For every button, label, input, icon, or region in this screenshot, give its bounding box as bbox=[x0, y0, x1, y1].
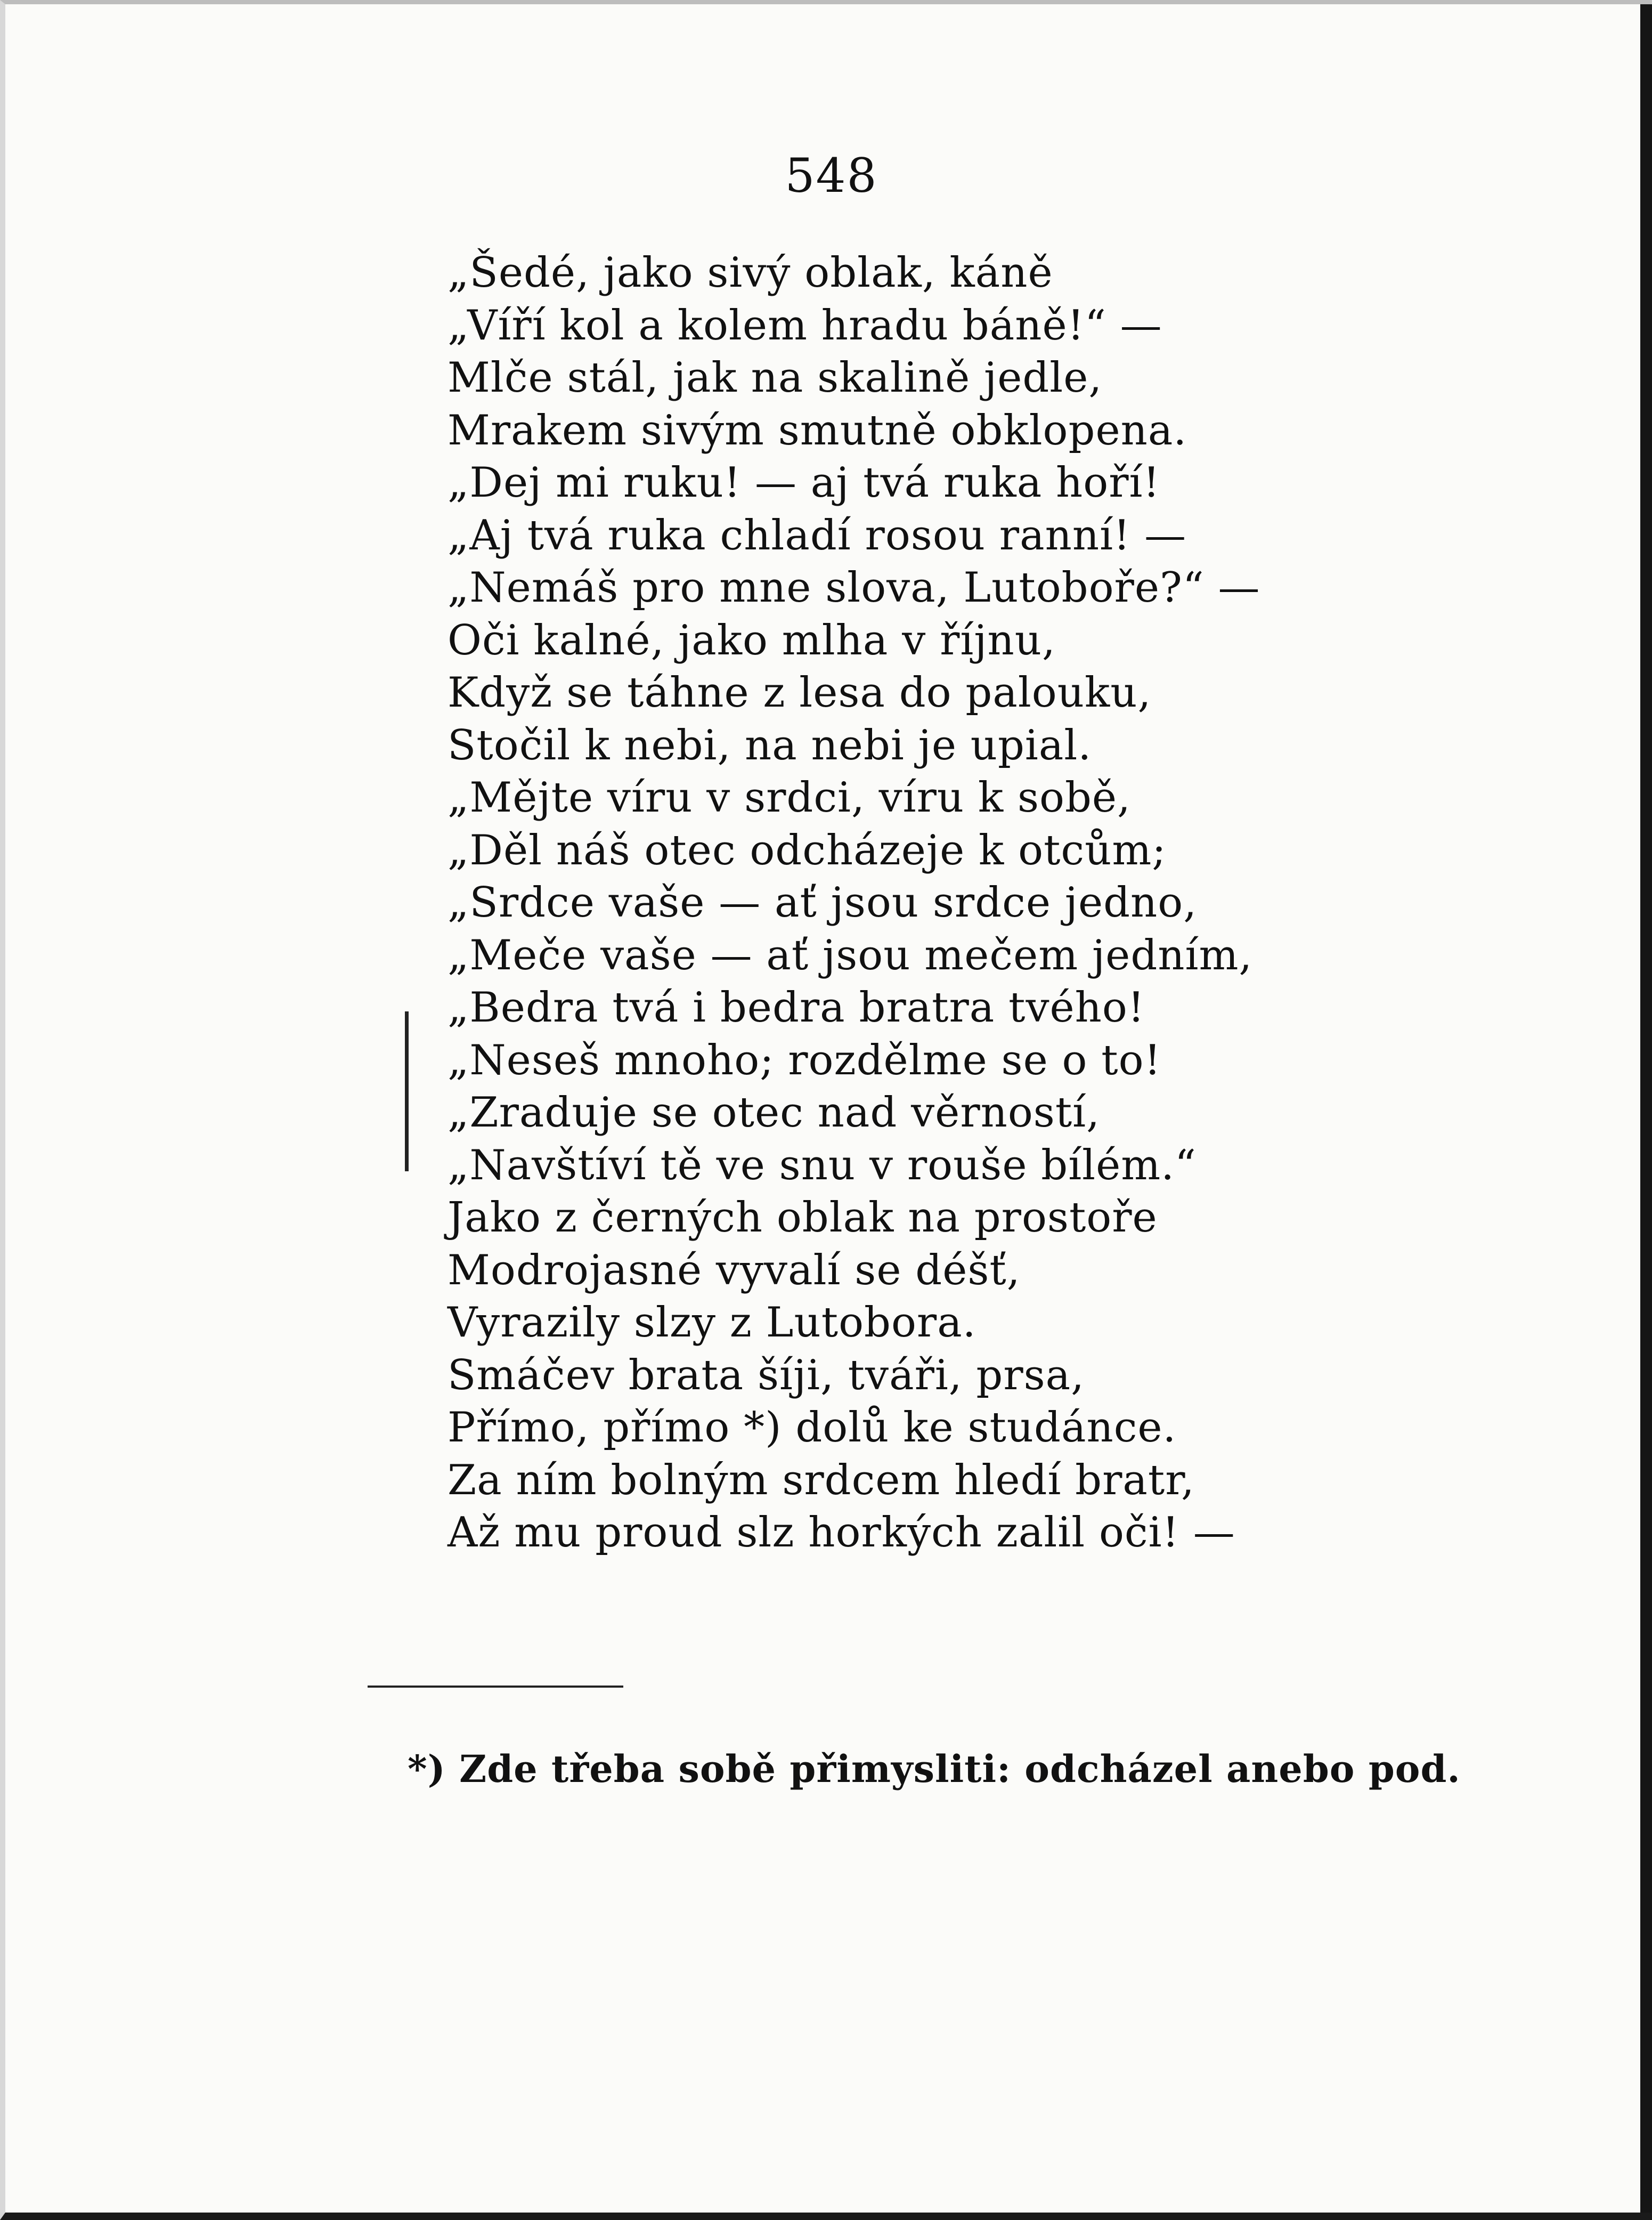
poem-line: „Víří kol a kolem hradu báně!“ — bbox=[447, 301, 1162, 350]
poem-line: Oči kalné, jako mlha v říjnu, bbox=[447, 616, 1056, 665]
poem-line: Modrojasné vyvalí se déšť, bbox=[447, 1246, 1021, 1294]
poem-line: „Aj tvá ruka chladí rosou ranní! — bbox=[447, 511, 1187, 560]
poem-line: Přímo, přímo *) dolů ke studánce. bbox=[447, 1404, 1177, 1452]
poem-line: „Zraduje se otec nad věrností, bbox=[447, 1089, 1100, 1137]
page-edge-shadow bbox=[1640, 4, 1652, 2213]
poem-line: Smáčev brata šíji, tváři, prsa, bbox=[447, 1351, 1085, 1399]
footnote-divider bbox=[368, 1686, 623, 1688]
poem-line: „Dej mi ruku! — aj tvá ruka hoří! bbox=[447, 459, 1160, 507]
footnote: *) Zde třeba sobě přimysliti: odcházel anebo pod. bbox=[408, 1747, 1461, 1791]
poem-line: „Meče vaše — ať jsou mečem jedním, bbox=[447, 931, 1253, 979]
page-number: 548 bbox=[785, 148, 878, 203]
poem-line: „Bedra tvá i bedra bratra tvého! bbox=[447, 984, 1145, 1032]
poem-line: „Šedé, jako sivý oblak, káně bbox=[447, 249, 1053, 297]
poem-line: „Děl náš otec odcházeje k otcům; bbox=[447, 826, 1167, 874]
poem-line: „Navštíví tě ve snu v rouše bílém.“ bbox=[447, 1141, 1197, 1189]
poem-line: Mrakem sivým smutně obklopena. bbox=[447, 406, 1187, 455]
poem-line: Za ním bolným srdcem hledí bratr, bbox=[447, 1456, 1195, 1504]
poem-line: Stočil k nebi, na nebi je upial. bbox=[447, 721, 1092, 769]
poem-line: Když se táhne z lesa do palouku, bbox=[447, 669, 1152, 717]
poem-line: Jako z černých oblak na prostoře bbox=[447, 1194, 1158, 1242]
poem-line: Vyrazily slzy z Lutobora. bbox=[447, 1299, 976, 1347]
poem-line: „Nemáš pro mne slova, Lutoboře?“ — bbox=[447, 564, 1260, 612]
poem-line: „Mějte víru v srdci, víru k sobě, bbox=[447, 774, 1131, 822]
poem-line: „Srdce vaše — ať jsou srdce jedno, bbox=[447, 879, 1198, 927]
margin-mark bbox=[405, 1011, 409, 1171]
poem-line: „Neseš mnoho; rozdělme se o to! bbox=[447, 1036, 1161, 1084]
poem-text bbox=[447, 247, 1353, 1559]
poem-line: Mlče stál, jak na skalině jedle, bbox=[447, 354, 1103, 402]
poem-line: Až mu proud slz horkých zalil oči! — bbox=[447, 1509, 1235, 1557]
